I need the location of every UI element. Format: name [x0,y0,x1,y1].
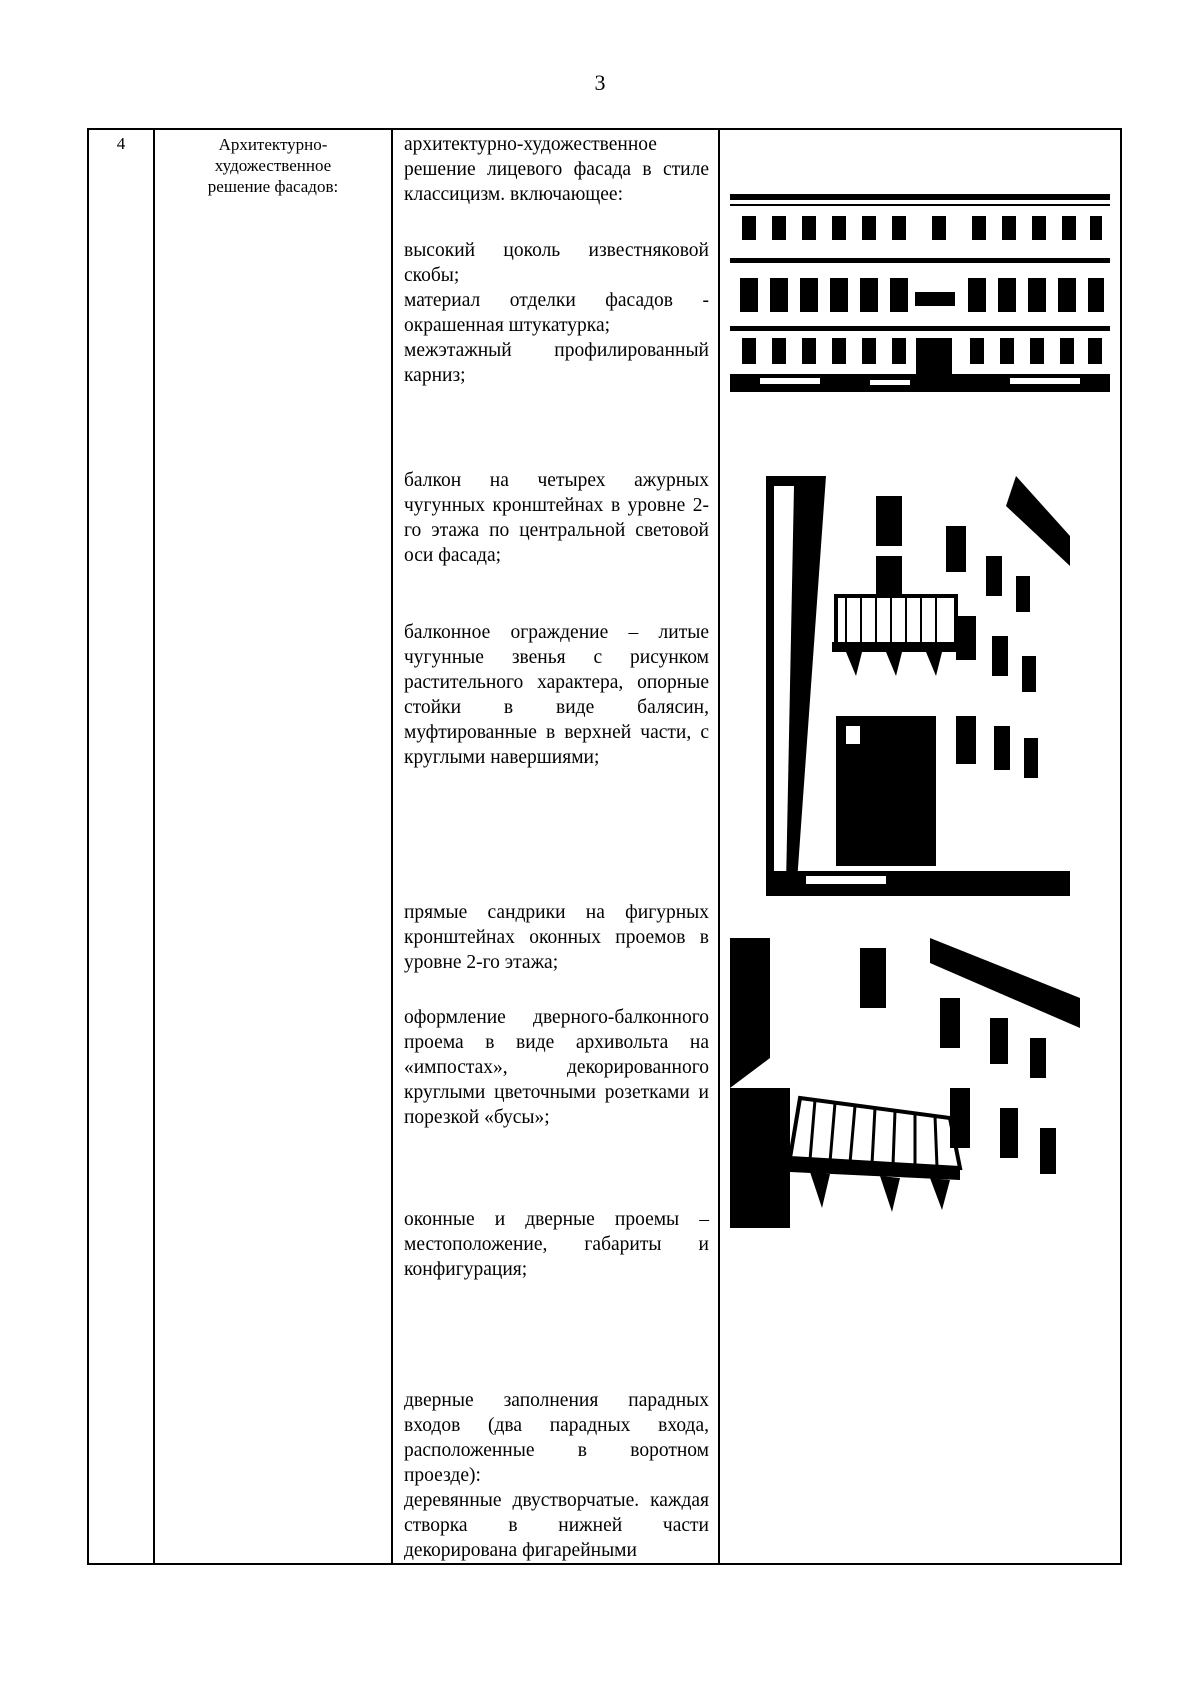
page-number: 3 [594,70,606,95]
photo-cell [719,129,1121,1564]
monument-features-table [87,128,1122,1565]
description-paragraph: оконные и дверные проемы – местоположение, габариты и конфигурация; [404,1209,709,1280]
facade-photo [730,152,1110,392]
feature-name: Архитектурно-художественное решение фасадов: [207,135,339,196]
table-row [88,129,1121,1564]
row-number-cell [88,129,154,1564]
description-paragraph: оформление дверного-балконного проема в виде архивольта на «импостах», декорированного круглыми цветочными розетками и порезкой «бусы»; [404,1007,709,1128]
balcony-entrance-photo [766,476,1070,896]
row-number: 4 [116,134,126,153]
description-cell [392,129,719,1564]
description-paragraph: балкон на четырех ажурных чугунных кронштейнах в уровне 2-го этажа по центральной световой оси фасада; [404,470,709,566]
description-paragraph: прямые сандрики на фигурных кронштейнах оконных проемов в уровне 2-го этажа; [404,902,709,973]
description-paragraph: высокий цоколь известняковой скобы; материал отделки фасадов - окрашенная штукатурка; межэтажный профилированный карниз; [404,240,709,386]
description-paragraph: архитектурно-художественное решение лицевого фасада в стиле классицизм. включающее: [404,134,709,205]
description-paragraph: балконное ограждение – литые чугунные звенья с рисунком растительного характера, опорные стойки в виде балясин, муфтированные в верхней части, с круглыми навершиями; [404,622,709,768]
balcony-closeup-photo [730,938,1080,1228]
feature-name-cell [154,129,392,1564]
description-paragraph: дверные заполнения парадных входов (два парадных входа, расположенные в воротном проезде): деревянные двустворчатые. каждая створка в нижней части декорирована фигарейными [404,1390,709,1561]
